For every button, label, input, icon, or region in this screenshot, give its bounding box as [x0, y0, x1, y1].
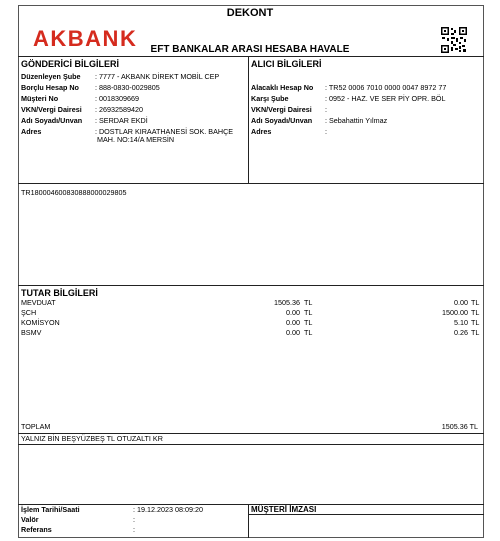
- footer-label: Valör: [21, 515, 39, 524]
- divider: [248, 56, 249, 183]
- footer-value: :: [133, 525, 135, 534]
- signature-title: MÜŞTERİ İMZASI: [251, 505, 317, 514]
- sender-value: : DOSTLAR KIRAATHANESİ SOK. BAHÇE: [95, 127, 234, 136]
- total-label: TOPLAM: [21, 422, 51, 431]
- receiver-value: :: [325, 127, 327, 136]
- sender-label: Müşteri No: [21, 94, 59, 103]
- receiver-label: Karşı Şube: [251, 94, 289, 103]
- document-title: DEKONT: [226, 7, 274, 19]
- sender-section-title: GÖNDERİCİ BİLGİLERİ: [21, 59, 120, 69]
- amount-row-currency: TL: [304, 308, 313, 317]
- receiver-value: : Sebahattin Yılmaz: [325, 116, 388, 125]
- sender-value: : 7777 - AKBANK DİREKT MOBİL CEP: [95, 72, 220, 81]
- total-in-words: YALNIZ BİN BEŞYÜZBEŞ TL OTUZALTI KR: [21, 434, 163, 443]
- amounts-section-title: TUTAR BİLGİLERİ: [21, 288, 98, 298]
- amount-row-value: 0.00: [286, 318, 300, 327]
- sender-label: Düzenleyen Şube: [21, 72, 81, 81]
- amount-row-currency2: TL: [471, 318, 480, 327]
- amount-row-currency: TL: [304, 298, 313, 307]
- sender-label: Adı Soyadı/Unvan: [21, 116, 83, 125]
- amount-row-currency: TL: [304, 328, 313, 337]
- sender-value: : 888-0830-0029805: [95, 83, 160, 92]
- sender-label: VKN/Vergi Dairesi: [21, 105, 82, 114]
- sender-value: : 26932589420: [95, 105, 143, 114]
- receiver-value: : 0952 - HAZ. VE SER PİY OPR. BÖL: [325, 94, 446, 103]
- amount-row-label: BSMV: [21, 328, 42, 337]
- sender-label: Adres: [21, 127, 42, 136]
- footer-label: İşlem Tarihi/Saati: [21, 505, 80, 514]
- amount-row-value2: 0.26: [454, 328, 468, 337]
- description-text: TR180004600830888000029805: [21, 188, 127, 197]
- divider: [18, 285, 484, 286]
- footer-label: Referans: [21, 525, 52, 534]
- footer-value: : 19.12.2023 08:09:20: [133, 505, 203, 514]
- sender-label: Borçlu Hesap No: [21, 83, 79, 92]
- footer-value: :: [133, 515, 135, 524]
- document-subtitle: EFT BANKALAR ARASI HESABA HAVALE: [150, 44, 350, 55]
- divider: [248, 504, 249, 538]
- amount-row-value: 0.00: [286, 328, 300, 337]
- amount-row-value2: 0.00: [454, 298, 468, 307]
- amount-row-label: ŞCH: [21, 308, 37, 317]
- receiver-label: Alacaklı Hesap No: [251, 83, 314, 92]
- amount-row-currency: TL: [304, 318, 313, 327]
- amount-row-label: KOMİSYON: [21, 318, 60, 327]
- amount-row-value2: 5.10: [454, 318, 468, 327]
- amount-row-value2: 1500.00: [442, 308, 468, 317]
- receiver-value: : TR52 0006 7010 0000 0047 8972 77: [325, 83, 447, 92]
- sender-value: : SERDAR EKDİ: [95, 116, 148, 125]
- amount-row-currency2: TL: [471, 298, 480, 307]
- akbank-logo: AKBANK: [33, 26, 138, 51]
- amount-row-value: 1505.36: [274, 298, 300, 307]
- sender-value: : 0018309669: [95, 94, 139, 103]
- receiver-label: Adres: [251, 127, 272, 136]
- amount-row-value: 0.00: [286, 308, 300, 317]
- receiver-label: VKN/Vergi Dairesi: [251, 105, 312, 114]
- divider: [18, 56, 484, 57]
- receiver-value: :: [325, 105, 327, 114]
- sender-value: MAH. NO:14/A MERSİN: [97, 135, 175, 144]
- amount-row-currency2: TL: [471, 308, 480, 317]
- amount-row-currency2: TL: [471, 328, 480, 337]
- divider: [18, 444, 484, 445]
- divider: [248, 514, 484, 515]
- total-value: 1505.36 TL: [441, 422, 478, 431]
- receiver-label: Adı Soyadı/Unvan: [251, 116, 313, 125]
- amount-row-label: MEVDUAT: [21, 298, 56, 307]
- divider: [18, 183, 484, 184]
- receiver-section-title: ALICI BİLGİLERİ: [251, 59, 322, 69]
